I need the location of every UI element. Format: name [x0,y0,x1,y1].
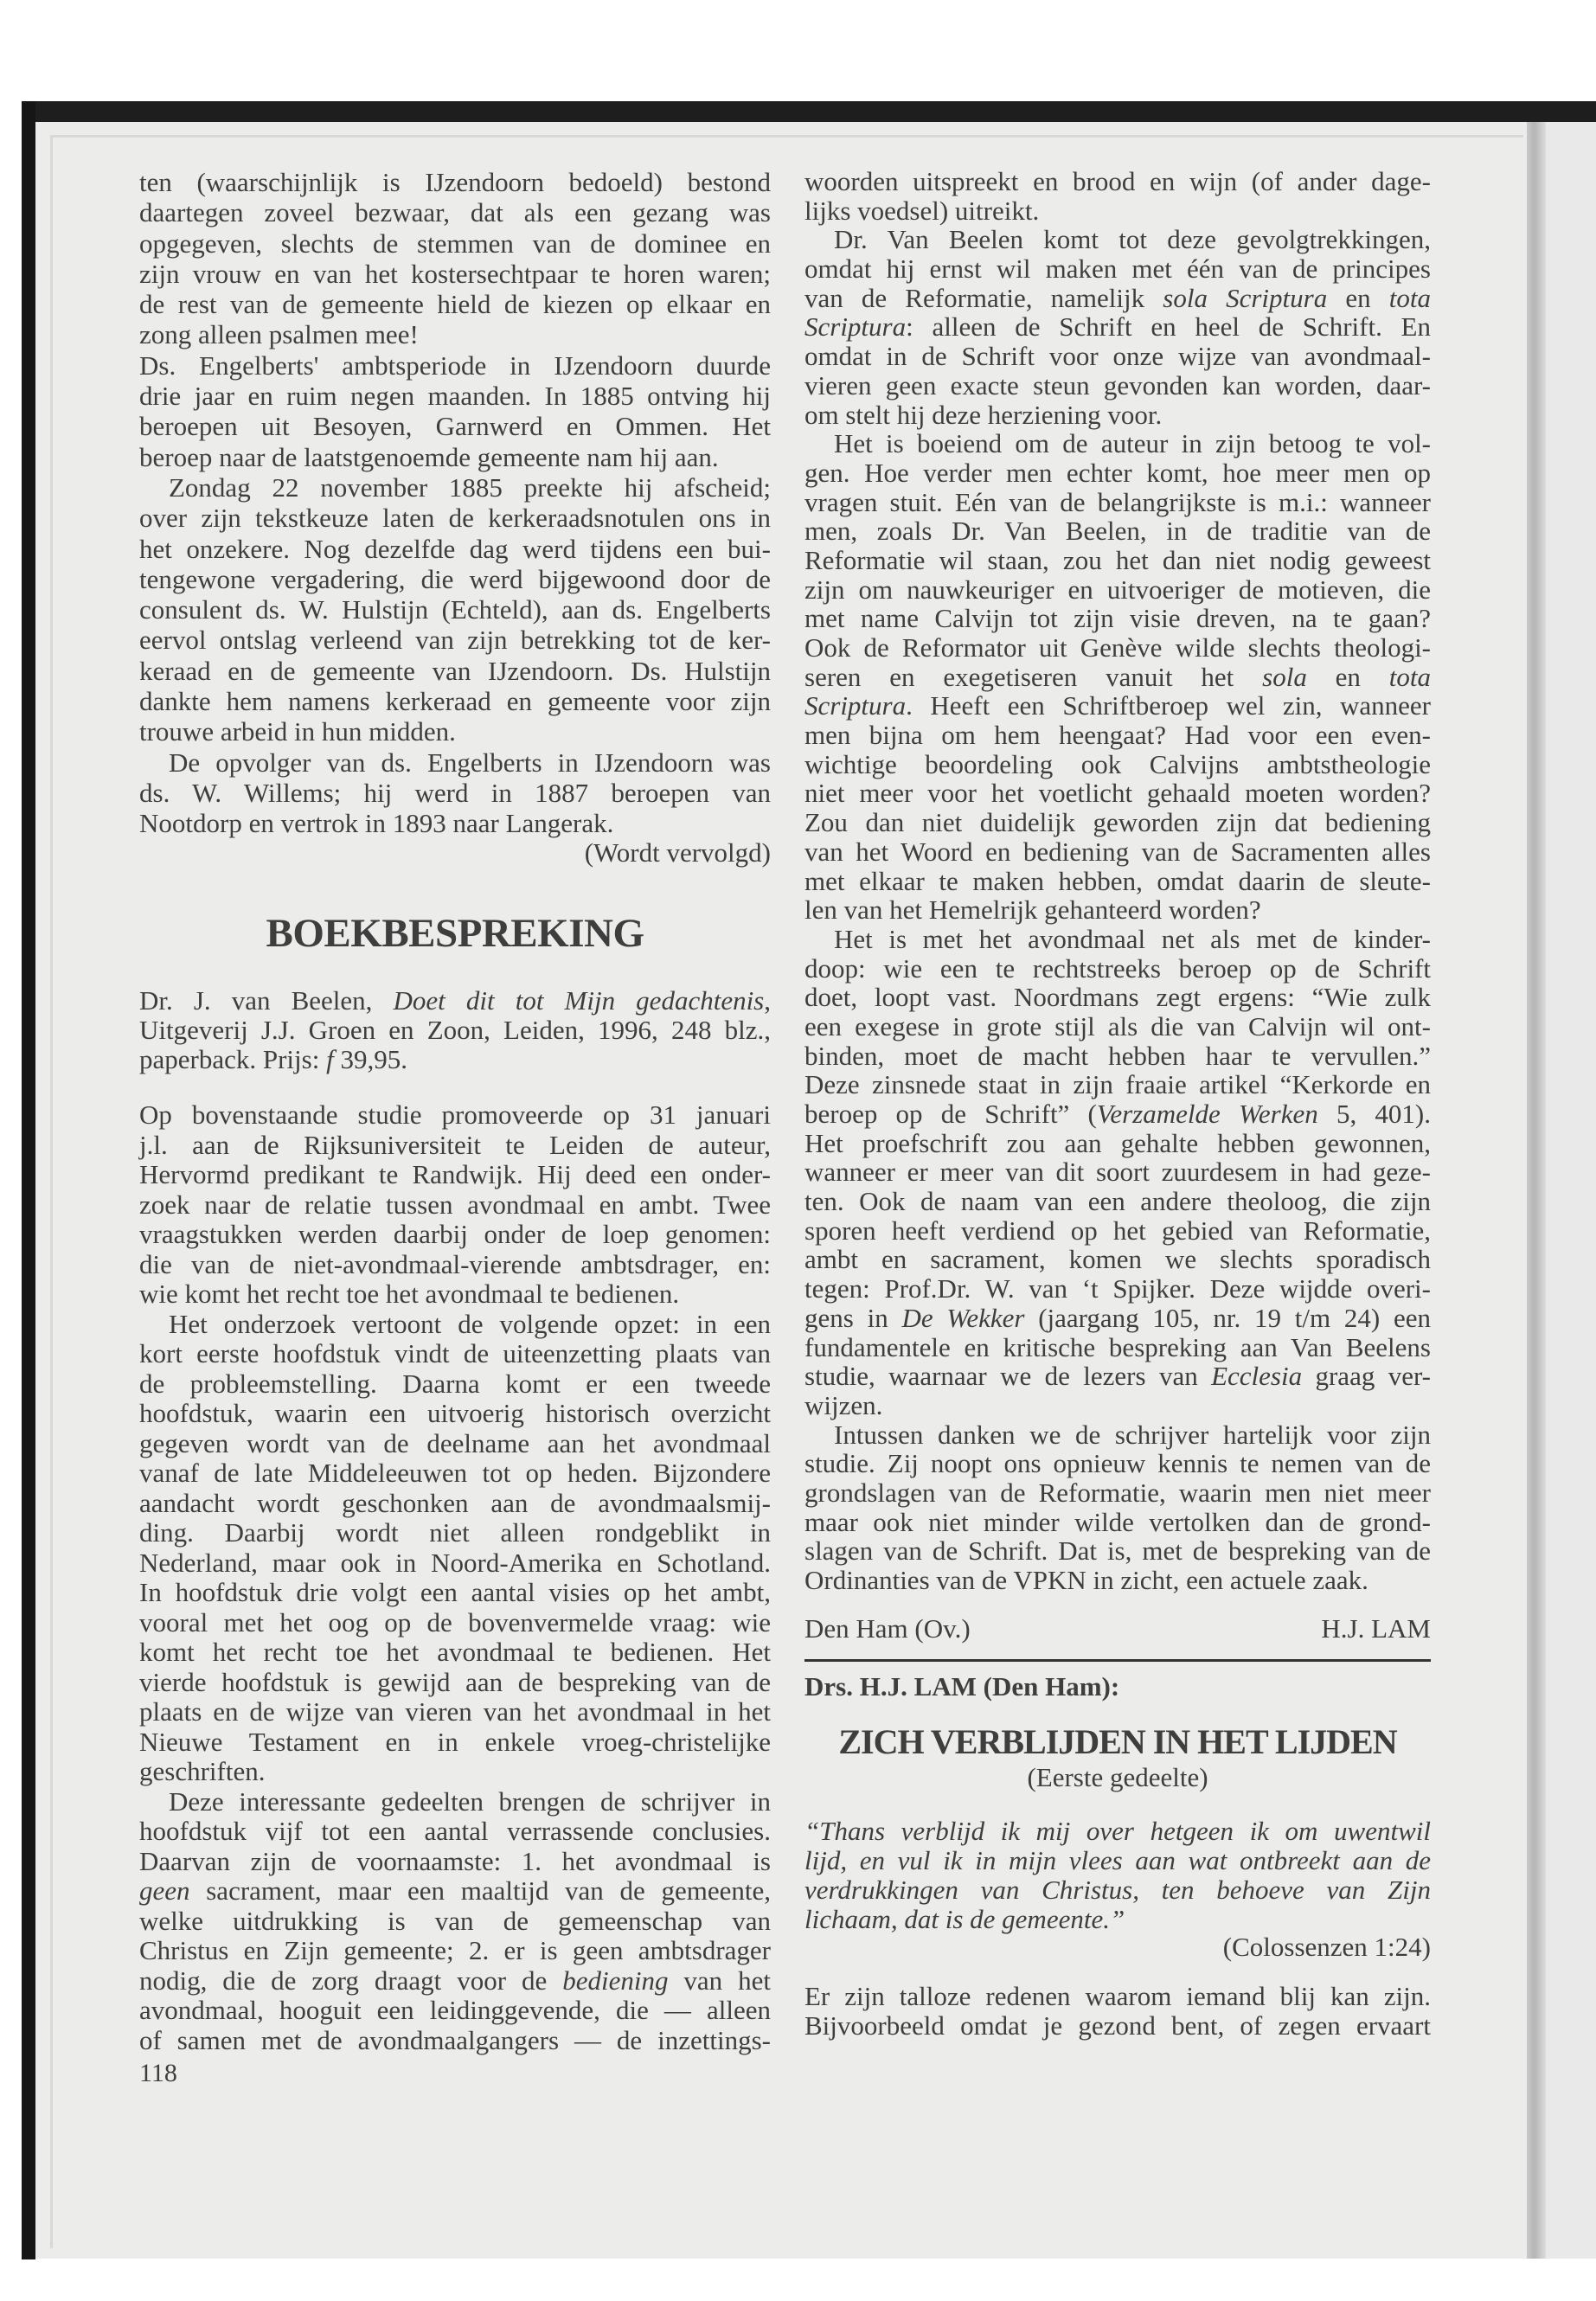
text-line: sporen heeft verdiend op het gebied van Reformatie, [804,1215,1431,1246]
paragraph [139,167,771,350]
italic-text: Scriptura [804,690,907,721]
paragraph [139,1787,771,2056]
text-line: Zondag 22 november 1885 preekte hij afscheid; [169,471,771,503]
text-line [139,1966,771,1997]
text-segment: van het [668,1965,771,1996]
text-line: geschriften. [139,1756,266,1786]
text-line: wanneer er meer van dit soort zuurdesem in had geze- [804,1157,1431,1188]
text-line: welke uitdrukking is van de gemeenschap van [139,1905,771,1936]
paragraph [804,225,1431,429]
article-subtitle: (Eerste gedeelte) [1027,1762,1208,1792]
text-line: Ook de Reformator uit Genève wilde slechts theologi- [804,632,1431,663]
text-line [804,284,1431,313]
text-line: de probleemstelling. Daarna komt er een tweede [139,1368,771,1399]
text-segment: gens in [804,1302,902,1333]
italic-text: bediening [562,1965,669,1996]
text-line [804,1099,1431,1129]
italic-text: tota [1388,661,1432,692]
text-line: zijn vrouw en van het kostersechtpaar te horen waren; [139,258,771,289]
quote-reference: (Colossenzen 1:24) [1222,1932,1431,1962]
text-line: Christus en Zijn gemeente; 2. er is geen ambtsdrager [139,1935,771,1965]
text-line: zoek naar de relatie tussen avondmaal en ambt. Twee [139,1189,771,1220]
signature [804,1614,1431,1644]
paragraph [139,747,771,839]
text-line: de rest van de gemeente hield de kiezen op elkaar en [139,289,771,320]
text-line: zong alleen psalmen mee! [139,319,419,350]
text-line: doop: wie een te rechtstreeks beroep op de Schrift [804,952,1431,984]
text-line [139,986,771,1016]
italic-text: Scriptura [804,311,907,343]
section-divider [804,1659,1431,1662]
italic-text: geen [139,1875,190,1906]
text-segment: (jaargang 105, nr. 19 t/m 24) een [1024,1302,1431,1333]
text-line: Dr. Van Beelen komt tot deze gevolgtrekkingen, [834,224,1431,255]
text-line: woorden uitspreekt en brood en wijn (of ander dage- [804,166,1431,196]
text-line: ds. W. Willems; hij werd in 1887 beroepen van [139,777,771,808]
text-line: Ordinanties van de VPKN in zicht, een actuele zaak. [804,1565,1368,1595]
text-line: vierde hoofdstuk is gewijd aan de bespreking van de [139,1666,771,1697]
text-line: avondmaal, hooguit een leidinggevende, die — alleen [139,1995,771,2025]
paragraph [139,472,771,747]
text-line: gen. Hoe verder men echter komt, hoe meer men op [804,457,1431,488]
text-segment: 39,95. [333,1044,407,1074]
italic-text: De Wekker [901,1302,1025,1333]
text-line: doet, loopt vast. Noordmans zegt ergens: “Wie zulk [804,982,1431,1013]
text-line: beroep naar de laatstgenoemde gemeente nam hij aan. [139,441,719,472]
text-line: met elkaar te maken hebben, omdat daarin de sleute- [804,865,1431,896]
text-segment: beroep op de Schrift” ( [804,1099,1097,1129]
signature-place: Den Ham (Ov.) [804,1613,971,1644]
text-line: eervol ontslag verleend van zijn betrekking tot de ker- [139,625,771,656]
paragraph [804,1420,1431,1595]
text-line: drie jaar en ruim negen maanden. In 1885 ontving hij [139,381,771,412]
text-line: vragen stuit. Eén van de belangrijkste is m.i.: wanneer [804,486,1431,517]
text-line [804,1304,1431,1333]
text-line: fundamentele en kritische bespreking aan Van Beelens [804,1331,1431,1362]
text-line [139,1876,771,1907]
scan-left-edge [22,101,35,2259]
text-line: Nieuwe Testament en in enkele vroeg-christelijke [139,1726,771,1757]
signature-name: H.J. LAM [1321,1613,1431,1644]
text-line: om stelt hij deze herziening voor. [804,399,1163,430]
to-be-continued: (Wordt vervolgd) [584,837,771,868]
text-line: slagen van de Schrift. Dat is, met de bespreking van de [804,1535,1431,1567]
text-line: wie komt het recht toe het avondmaal te bedienen. [139,1279,680,1309]
text-line [804,312,1431,342]
text-segment: nodig, die de zorg draagt voor de [139,1965,563,1996]
text-line: grondslagen van de Reformatie, waarin men niet meer [804,1477,1431,1508]
text-line: Daarvan zijn de voornaamste: 1. het avondmaal is [139,1845,771,1876]
text-line: omdat hij ernst wil maken met één van de principes [804,253,1431,285]
text-segment: . Heeft een Schriftberoep wel zin, wanneer [906,690,1431,721]
text-line: Het is met het avondmaal net als met de kinder- [834,923,1431,954]
book-gutter-shadow [1527,122,1546,2259]
text-line: Ds. Engelberts' ambtsperiode in IJzendoorn duurde [139,349,771,381]
text-line: Zou dan niet duidelijk geworden zijn dat bediening [804,807,1431,838]
text-line: “Thans verblijd ik mij over hetgeen ik om uwentwil [804,1816,1431,1846]
text-segment: paperback. Prijs: [139,1044,327,1074]
text-segment: 5, 401). [1317,1099,1431,1129]
text-line: kort eerste hoofdstuk vindt de uiteenzetting plaats van [139,1338,771,1368]
text-line: Op bovenstaande studie promoveerde op 31 januari [139,1099,771,1130]
text-line [804,663,1431,692]
text-line: Bijvoorbeeld omdat je gezond bent, of zegen ervaart [804,2009,1431,2041]
text-line: ten (waarschijnlijk is IJzendoorn bedoeld) bestond [139,167,771,197]
paragraph [139,1310,771,1787]
italic-text: Doet dit tot Mijn gedachtenis [393,985,765,1016]
facing-page-edge [1546,122,1596,2259]
text-line: maar ook niet minder wilde vertolken dan de grond- [804,1506,1431,1537]
text-line: over zijn tekstkeuze laten de kerkeraadsnotulen ons in [139,503,771,534]
text-line: niet meer voor het voetlicht gehaald moeten worden? [804,778,1431,809]
paragraph [804,167,1431,225]
text-segment: seren en exegetiseren vanuit het [804,661,1263,692]
text-line: met name Calvijn tot zijn visie dreven, na te gaan? [804,603,1431,634]
text-line: In hoofdstuk drie volgt een aantal visies op het ambt, [139,1577,771,1607]
text-line: hoofdstuk vijf tot een aantal verrassende conclusies. [139,1816,771,1846]
text-segment: van de Reformatie, namelijk [804,282,1163,313]
italic-text: Verzamelde Werken [1096,1099,1318,1129]
text-line: studie. Zij noopt ons opnieuw kennis te nemen van de [804,1448,1431,1479]
text-line: Het is boeiend om de auteur in zijn betoog te vol- [834,428,1431,459]
article-body [804,1982,1431,2040]
text-line: dankte hem namens kerkeraad en gemeente voor zijn [139,686,771,717]
article-continuation [139,167,771,839]
review-heading: BOEKBESPREKING [266,911,644,956]
text-line: van het Woord en bediening van de Sacramenten alles [804,836,1431,867]
text-line: plaats en de wijze van vieren van het avondmaal in het [139,1696,771,1727]
text-line: j.l. aan de Rijksuniversiteit te Leiden de auteur, [139,1129,771,1160]
text-line: vanaf de late Middeleeuwen tot op heden. Bijzondere [139,1458,771,1488]
review-body-continued [804,167,1431,1595]
paragraph [804,925,1431,1420]
text-line: Deze zinsnede staat in zijn fraaie artikel “Kerkorde en [804,1069,1431,1100]
text-line: ding. Daarbij wordt niet alleen rondgeblikt in [139,1517,771,1548]
text-line: of samen met de avondmaalgangers — de inzettings- [139,2024,771,2055]
text-line: wichtige beoordeling ook Calvijns ambtstheologie [804,748,1431,779]
page-number: 118 [139,2059,177,2087]
italic-text: Ecclesia [1211,1361,1303,1392]
scan-top-edge [22,101,1596,122]
text-line: consulent ds. W. Hulstijn (Echteld), aan ds. Engelberts [139,594,771,625]
italic-text: f [326,1044,334,1074]
paragraph [804,429,1431,925]
text-line: men, zoals Dr. Van Beelen, in de traditie van de [804,516,1431,547]
paragraph [139,350,771,472]
bible-quote [804,1817,1431,1934]
paragraph [804,1982,1431,2040]
italic-text: tota [1388,282,1431,313]
text-line: Reformatie wil staan, zou het dan niet nodig geweest [804,544,1431,575]
text-segment: , [764,985,771,1016]
text-line: tegen: Prof.Dr. W. van ‘t Spijker. Deze wijdde overi- [804,1273,1431,1304]
text-line: daartegen zoveel bezwaar, dat als een gezang was [139,197,771,228]
text-line: Uitgeverij J.J. Groen en Zoon, Leiden, 1996, 248 blz., [139,1015,771,1045]
article-title: ZICH VERBLIJDEN IN HET LIJDEN [838,1722,1397,1761]
text-line: beroepen uit Besoyen, Garnwerd en Ommen. Het [139,411,771,442]
text-line: vooral met het oog op de bovenvermelde vraag: wie [139,1606,771,1638]
text-line: Nederland, maar ook in Noord-Amerika en Schotland. [139,1547,771,1578]
text-line: Deze interessante gedeelten brengen de schrijver in [169,1785,771,1817]
text-line: Het proefschrift zou aan gehalte hebben gewonnen, [804,1127,1431,1158]
text-line [804,1362,1431,1391]
text-line: Het onderzoek vertoont de volgende opzet: in een [169,1308,771,1339]
text-line: De opvolger van ds. Engelberts in IJzendoorn was [169,747,771,778]
paragraph [139,1100,771,1310]
text-line: gegeven wordt van de deelname aan het avondmaal [139,1427,771,1458]
text-line: Intussen danken we de schrijver hartelijk voor zijn [834,1419,1431,1450]
text-line: komt het recht toe het avondmaal te bedienen. Het [139,1637,771,1667]
text-line: trouwe arbeid in hun midden. [139,716,456,747]
text-line: aandacht wordt geschonken aan de avondmaalsmij- [139,1487,771,1518]
text-line: opgegeven, slechts de stemmen van de dominee en [139,228,771,259]
text-line: binden, moet de macht hebben haar te vervullen.” [804,1040,1431,1071]
text-segment: en [1306,661,1389,692]
text-segment: : alleen de Schrift en heel de Schrift. En [906,311,1431,343]
text-line: wijzen. [804,1389,883,1420]
article-author: Drs. H.J. LAM (Den Ham): [804,1671,1120,1702]
text-line: vieren geen exacte steun gevonden kan worden, daar- [804,369,1431,401]
text-line: het onzekere. Nog dezelfde dag werd tijdens een bui- [139,533,771,564]
text-line: hoofdstuk, waarin een uitvoerig historisch overzicht [139,1398,771,1428]
text-segment: Dr. J. van Beelen, [139,985,394,1016]
text-line: een exegese in grote stijl als die van Calvijn wil ont- [804,1010,1431,1042]
text-line: die van de niet-avondmaal-vierende ambtsdrager, en: [139,1248,771,1279]
text-line: Er zijn talloze redenen waarom iemand blij kan zijn. [804,1981,1431,2011]
text-line: men bijna om hem heengaat? Had voor een even- [804,720,1431,751]
text-line: Hervormd predikant te Randwijk. Hij deed een onder- [139,1159,771,1189]
book-citation [139,986,771,1074]
text-line: lijks voedsel) uitreikt. [804,195,1040,226]
text-line [139,1045,771,1074]
text-segment: studie, waarnaar we de lezers van [804,1361,1212,1392]
text-line: vraagstukken werden daarbij onder de loep genomen: [139,1219,771,1249]
text-segment: sacrament, maar een maaltijd van de gemeente, [189,1875,771,1906]
text-line: lijd, en vul ik in mijn vlees aan wat ontbreekt aan de [804,1845,1431,1875]
text-line: zijn om nauwkeuriger en uitvoeriger de motieven, die [804,574,1431,605]
text-segment: graag ver- [1302,1361,1431,1392]
text-line: Nootdorp en vertrok in 1893 naar Langerak. [139,808,614,839]
text-line: lichaam, dat is de gemeente.” [804,1904,1125,1934]
text-line: omdat in de Schrift voor onze wijze van avondmaal- [804,341,1431,372]
text-line [804,691,1431,721]
text-line: keraad en de gemeente van IJzendoorn. Ds. Hulstijn [139,655,771,686]
text-line: verdrukkingen van Christus, ten behoeve van Zijn [804,1875,1431,1905]
text-line: ambt en sacrament, komen we slechts sporadisch [804,1244,1431,1275]
italic-text: sola [1262,661,1307,692]
italic-text: sola Scriptura [1163,282,1328,313]
text-line: ten. Ook de naam van een andere theoloog, die zijn [804,1186,1431,1217]
text-line: tengewone vergadering, die werd bijgewoond door de [139,563,771,594]
text-line: len van het Hemelrijk gehanteerd worden? [804,894,1261,926]
review-body [139,1100,771,2055]
text-segment: en [1327,282,1389,313]
